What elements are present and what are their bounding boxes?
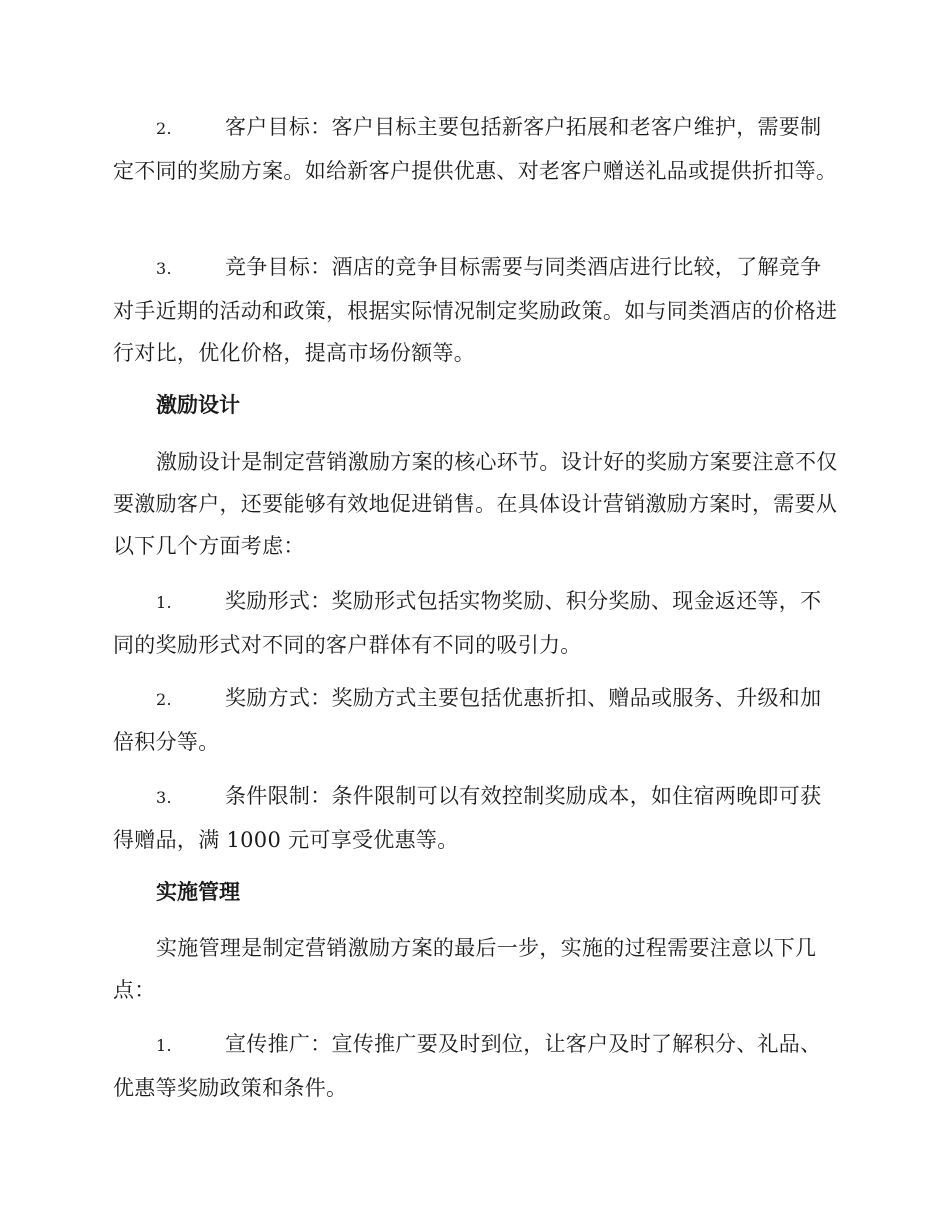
paragraph-text: 实施管理是制定营销激励方案的最后一步，实施的过程需要注意以下几点： [113,936,817,1002]
goal-list-item-customer [113,106,838,192]
list-number: 1. [156,1036,172,1055]
section-heading-incentive: 激励设计 [156,393,240,417]
list-number: 3. [156,788,172,807]
list-text: 条件限制：条件限制可以有效控制奖励成本，如住宿两晚即可获得赠品，满 1000 元可享受优惠等。 [113,784,822,852]
incentive-intro-paragraph [113,441,838,567]
paragraph-text: 激励设计是制定营销激励方案的核心环节。设计好的奖励方案要注意不仅要激励客户，还要能够有效地促进销售。在具体设计营销激励方案时，需要从以下几个方面考虑： [113,450,838,558]
list-number: 2. [156,119,172,138]
list-text: 奖励方式：奖励方式主要包括优惠折扣、赠品或服务、升级和加倍积分等。 [113,686,822,754]
incentive-list-item-form [113,580,838,666]
incentive-list-item-conditions [113,775,838,861]
section-heading-implementation: 实施管理 [156,880,240,904]
incentive-list-item-method [113,677,838,763]
implementation-intro-paragraph [113,927,838,1011]
list-number: 2. [156,690,172,709]
list-number: 3. [156,259,172,278]
list-text: 客户目标：客户目标主要包括新客户拓展和老客户维护，需要制定不同的奖励方案。如给新客户提供优惠、对老客户赠送礼品或提供折扣等。 [113,115,838,183]
list-text: 宣传推广：宣传推广要及时到位，让客户及时了解积分、礼品、优惠等奖励政策和条件。 [113,1032,822,1100]
goal-list-item-competition [113,246,838,374]
list-text: 竞争目标：酒店的竞争目标需要与同类酒店进行比较，了解竞争对手近期的活动和政策，根据实际情况制定奖励政策。如与同类酒店的价格进行对比，优化价格，提高市场份额等。 [113,255,838,365]
implementation-list-item-promotion [113,1023,838,1109]
list-text: 奖励形式：奖励形式包括实物奖励、积分奖励、现金返还等，不同的奖励形式对不同的客户群体有不同的吸引力。 [113,589,822,657]
list-number: 1. [156,593,172,612]
